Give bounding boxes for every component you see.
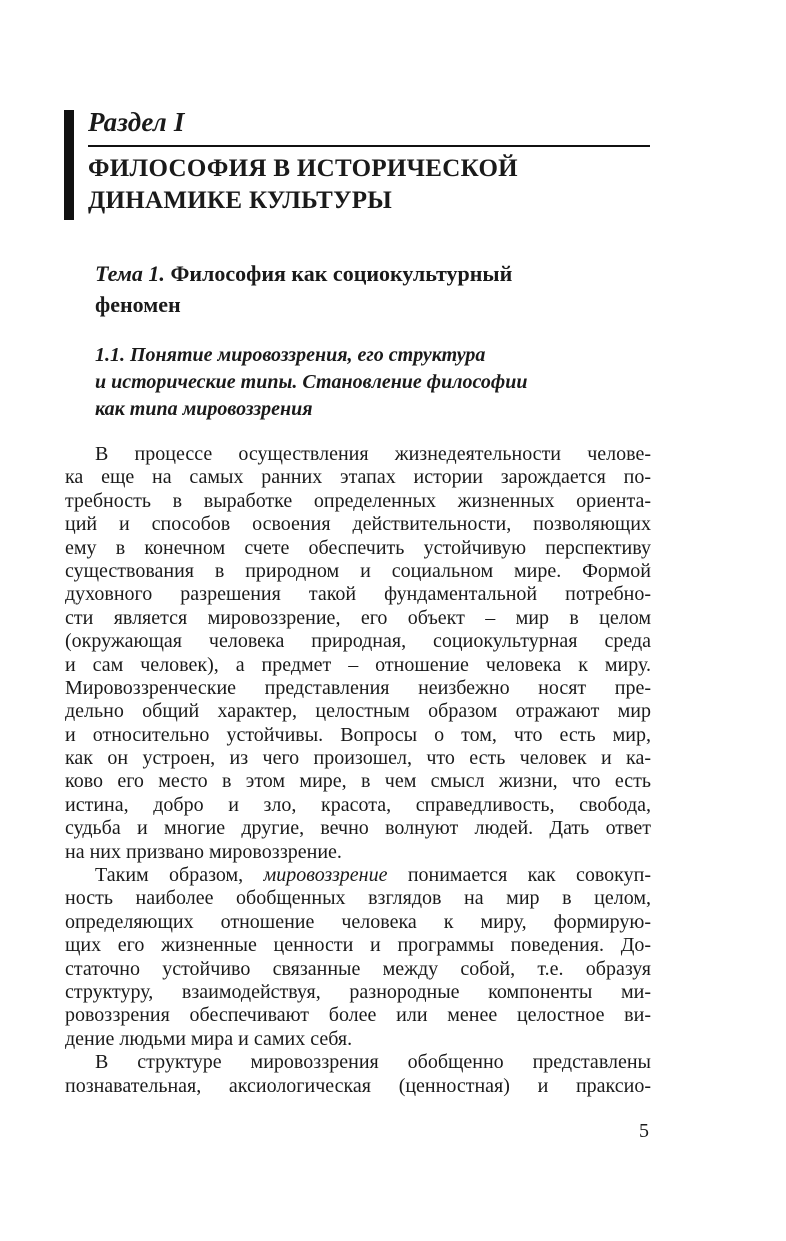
subsection-heading-line: и исторические типы. Становление философии bbox=[95, 371, 528, 393]
text-line: определяющих отношение человека к миру, формирую- bbox=[65, 910, 651, 933]
text-line: (окружающая человека природная, социокультурная среда bbox=[65, 630, 651, 653]
page-number: 5 bbox=[639, 1120, 649, 1142]
text-fragment: понимается как совокуп- bbox=[387, 864, 651, 887]
section-title bbox=[88, 153, 648, 217]
text-line: судьба и многие другие, вечно волнуют людей. Дать ответ bbox=[65, 817, 651, 840]
text-line: сти является мировоззрение, его объект – мир в целом bbox=[65, 606, 651, 629]
topic-heading bbox=[95, 258, 655, 320]
text-line: ность наиболее обобщенных взглядов на мир в целом, bbox=[65, 887, 651, 910]
body-text bbox=[65, 443, 651, 1098]
text-line bbox=[65, 864, 651, 887]
text-line: и относительно устойчивы. Вопросы о том, что есть мир, bbox=[65, 723, 651, 746]
text-line: В структуре мировоззрения обобщенно представлены bbox=[95, 1051, 651, 1074]
subsection-heading-line: как типа мировоззрения bbox=[95, 398, 313, 420]
text-line: дельно общий характер, целостным образом отражают мир bbox=[65, 700, 651, 723]
text-line: ровоззрения обеспечивают более или менее целостное ви- bbox=[65, 1004, 651, 1027]
topic-heading-line bbox=[95, 258, 655, 289]
text-line: щих его жизненные ценности и программы поведения. До- bbox=[65, 934, 651, 957]
text-line: духовного разрешения такой фундаментальной потребно- bbox=[65, 583, 651, 606]
topic-prefix: Тема 1. bbox=[95, 261, 165, 286]
subsection-heading bbox=[95, 342, 655, 423]
topic-title: Философия как социокультурный bbox=[170, 261, 513, 286]
text-line: В процессе осуществления жизнедеятельности челове- bbox=[95, 443, 651, 465]
text-line: дение людьми мира и самих себя. bbox=[65, 1027, 353, 1050]
term-emphasis: мировоззрение bbox=[263, 864, 388, 887]
text-line: требность в выработке определенных жизненных ориента- bbox=[65, 489, 651, 512]
text-line: статочно устойчиво связанные между собой, т.е. образуя bbox=[65, 957, 651, 980]
text-line: структуру, взаимодействуя, разнородные компоненты ми- bbox=[65, 980, 651, 1003]
text-line: истина, добро и зло, красота, справедливость, свобода, bbox=[65, 793, 651, 816]
section-title-line: ДИНАМИКЕ КУЛЬТУРЫ bbox=[88, 187, 393, 214]
section-title-line: ФИЛОСОФИЯ В ИСТОРИЧЕСКОЙ bbox=[88, 155, 518, 182]
text-line: ково его место в этом мире, в чем смысл жизни, что есть bbox=[65, 770, 651, 793]
text-line: и сам человек), а предмет – отношение человека к миру. bbox=[65, 653, 651, 676]
text-fragment: Таким образом, bbox=[95, 864, 264, 887]
text-line: ему в конечном счете обеспечить устойчивую перспективу bbox=[65, 536, 651, 559]
text-line: познавательная, аксиологическая (ценностная) и праксио- bbox=[65, 1074, 651, 1097]
text-line: существования в природном и социальном мире. Формой bbox=[65, 559, 651, 582]
text-line: как он устроен, из чего произошел, что есть человек и ка- bbox=[65, 747, 651, 770]
text-line: Мировоззренческие представления неизбежно носят пре- bbox=[65, 676, 651, 699]
text-line: ка еще на самых ранних этапах истории зарождается по- bbox=[65, 466, 651, 489]
text-line: на них призвано мировоззрение. bbox=[65, 840, 342, 863]
subsection-heading-line: 1.1. Понятие мировоззрения, его структура bbox=[95, 344, 486, 366]
section-accent-bar bbox=[64, 110, 74, 220]
topic-heading-line: феномен bbox=[95, 292, 181, 317]
text-line: ций и способов освоения действительности, позволяющих bbox=[65, 513, 651, 536]
section-divider bbox=[88, 145, 650, 147]
section-label: Раздел I bbox=[88, 107, 185, 137]
